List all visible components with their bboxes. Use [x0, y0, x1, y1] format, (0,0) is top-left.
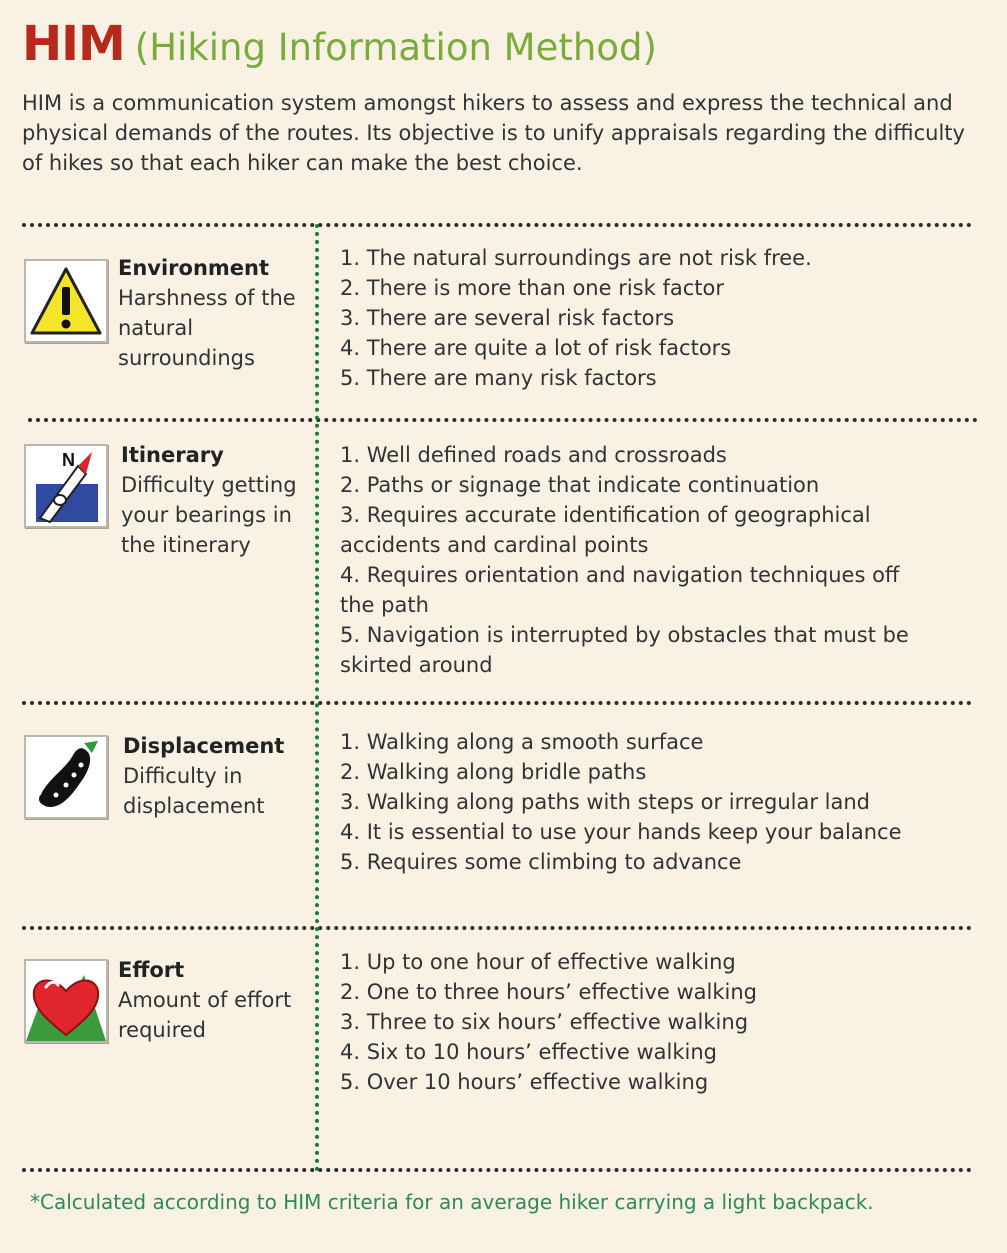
level-item: 4. Six to 10 hours’ effective walking	[340, 1040, 717, 1064]
divider-3	[22, 926, 972, 930]
category-environment	[118, 253, 318, 373]
level-item: 1. Well defined roads and crossroads	[340, 443, 727, 467]
category-subtitle: Amount of effort required	[118, 988, 292, 1042]
level-item: 3. Walking along paths with steps or irregular land	[340, 790, 870, 814]
category-subtitle: Difficulty in displacement	[123, 764, 265, 818]
category-title: Displacement	[123, 734, 285, 758]
page-title	[22, 16, 657, 72]
level-item: 4. It is essential to use your hands keep your balance	[340, 820, 902, 844]
level-item: 2. There is more than one risk factor	[340, 276, 724, 300]
level-list	[340, 243, 940, 393]
level-list	[340, 947, 940, 1097]
category-displacement	[123, 731, 323, 821]
level-item: 5. Over 10 hours’ effective walking	[340, 1070, 709, 1094]
category-title: Effort	[118, 958, 185, 982]
title-abbreviation: HIM	[22, 16, 125, 72]
divider-1	[28, 418, 978, 422]
category-effort	[118, 955, 318, 1045]
level-item: 3. Three to six hours’ effective walking	[340, 1010, 749, 1034]
level-item: 4. Requires orientation and navigation techniques off the path	[340, 563, 900, 617]
category-itinerary	[121, 440, 321, 560]
level-list	[340, 440, 940, 680]
category-subtitle: Difficulty getting your bearings in the itinerary	[121, 473, 297, 557]
level-item: 3. Requires accurate identification of geographical accidents and cardinal points	[340, 503, 871, 557]
title-full-name: (Hiking Information Method)	[134, 26, 657, 69]
heart-mountain-icon	[24, 959, 108, 1043]
level-item: 5. Navigation is interrupted by obstacles that must be skirted around	[340, 623, 909, 677]
divider-bottom	[22, 1168, 972, 1172]
footnote: *Calculated according to HIM criteria for an average hiker carrying a light backpack.	[30, 1190, 874, 1214]
intro-paragraph: HIM is a communication system amongst hikers to assess and express the technical and physical demands of the routes. Its objective is to unify appraisals regarding the difficulty of hikes so that each hiker can make the best choice.	[22, 91, 965, 175]
level-item: 1. Walking along a smooth surface	[340, 730, 704, 754]
level-item: 5. Requires some climbing to advance	[340, 850, 742, 874]
level-item: 4. There are quite a lot of risk factors	[340, 336, 732, 360]
level-item: 1. Up to one hour of effective walking	[340, 950, 736, 974]
compass-icon	[24, 444, 108, 528]
level-item: 1. The natural surroundings are not risk free.	[340, 246, 812, 270]
level-item: 3. There are several risk factors	[340, 306, 675, 330]
category-title: Environment	[118, 256, 270, 280]
category-subtitle: Harshness of the natural surroundings	[118, 286, 296, 370]
level-list	[340, 727, 940, 877]
warning-triangle-icon	[24, 259, 108, 343]
level-item: 2. One to three hours’ effective walking	[340, 980, 757, 1004]
footprint-icon	[24, 735, 108, 819]
category-title: Itinerary	[121, 443, 224, 467]
divider-top	[22, 223, 972, 227]
level-item: 2. Paths or signage that indicate continuation	[340, 473, 820, 497]
svg-text:N: N	[62, 450, 75, 470]
divider-2	[22, 701, 972, 705]
level-item: 2. Walking along bridle paths	[340, 760, 647, 784]
level-item: 5. There are many risk factors	[340, 366, 657, 390]
